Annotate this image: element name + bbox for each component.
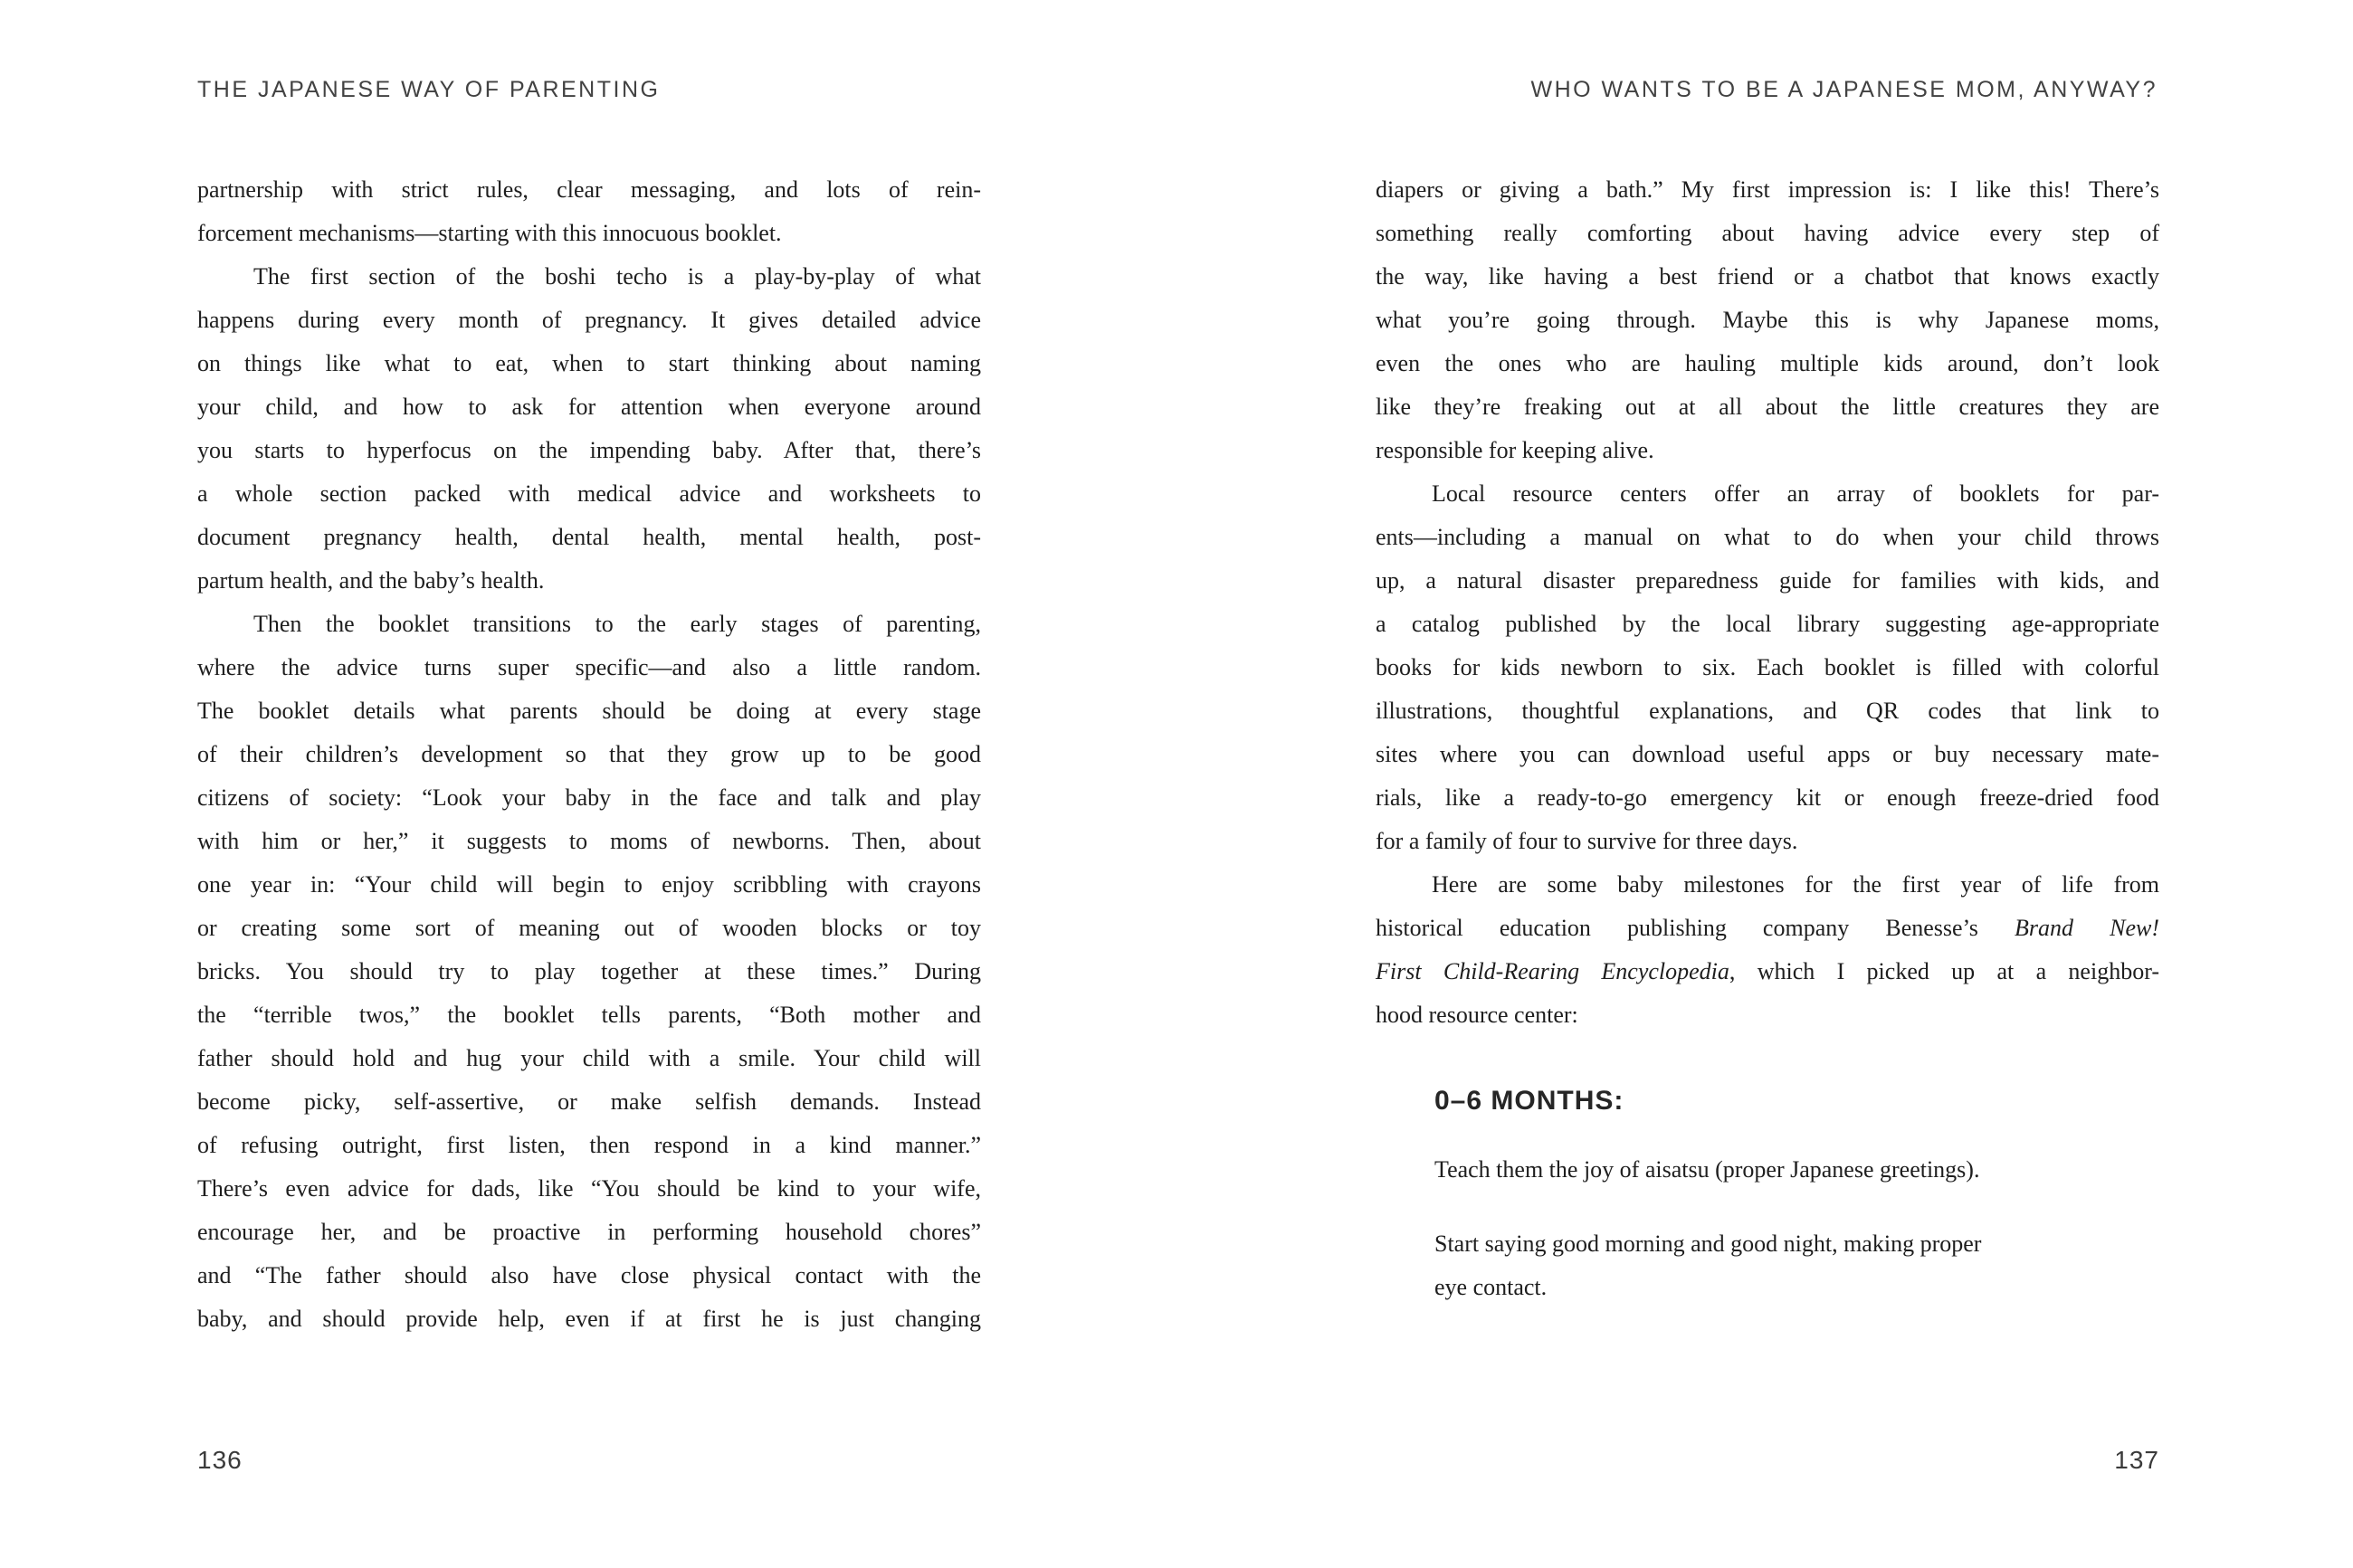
text-line: a whole section packed with medical advice and worksheets to [197, 480, 981, 507]
text-line: or creating some sort of meaning out of wooden blocks or toy [197, 915, 981, 941]
text-line: Then the booklet transitions to the early stages of parenting, [253, 611, 981, 637]
text-line: responsible for keeping alive. [1376, 437, 1654, 463]
milestone-heading: 0–6 MONTHS: [1434, 1086, 1624, 1116]
text-line: the way, like having a best friend or a chatbot that knows exactly [1376, 263, 2159, 290]
text-line: up, a natural disaster preparedness guide for families with kids, and [1376, 567, 2159, 594]
text-line: Here are some baby milestones for the first year of life from [1432, 871, 2159, 898]
text-line: on things like what to eat, when to start thinking about naming [197, 350, 981, 376]
text-line: There’s even advice for dads, like “You should be kind to your wife, [197, 1175, 981, 1202]
text-line: The first section of the boshi techo is a play-by-play of what [253, 263, 981, 290]
text-line: ents—including a manual on what to do when your child throws [1376, 524, 2159, 550]
milestones-section [1434, 1085, 2158, 1309]
text-line: forcement mechanisms—starting with this innocuous booklet. [197, 220, 782, 246]
text-line: happens during every month of pregnancy. It gives detailed advice [197, 307, 981, 333]
milestone-item [1434, 1222, 2158, 1309]
milestone-item [1434, 1148, 2158, 1192]
text-line: historical education publishing company Benesse’s Brand New! [1376, 915, 2159, 941]
text-line: partum health, and the baby’s health. [197, 567, 545, 594]
text-line: document pregnancy health, dental health, mental health, post- [197, 524, 981, 550]
text-line: with him or her,” it suggests to moms of newborns. Then, about [197, 828, 981, 854]
text-line: father should hold and hug your child with a smile. Your child will [197, 1045, 981, 1071]
text-line: like they’re freaking out at all about the little creatures they are [1376, 394, 2159, 420]
text-line: something really comforting about having advice every step of [1376, 220, 2159, 246]
text-line: one year in: “Your child will begin to enjoy scribbling with crayons [197, 871, 981, 898]
text-line: rials, like a ready-to-go emergency kit or enough freeze-dried food [1376, 784, 2159, 811]
text-line: baby, and should provide help, even if at first he is just changing [197, 1306, 981, 1332]
running-header-right: WHO WANTS TO BE A JAPANESE MOM, ANYWAY? [1530, 77, 2158, 102]
text-line: of refusing outright, first listen, then respond in a kind manner.” [197, 1132, 981, 1158]
text-line: your child, and how to ask for attention when everyone around [197, 394, 981, 420]
text-line: citizens of society: “Look your baby in the face and talk and play [197, 784, 981, 811]
text-line: First Child-Rearing Encyclopedia, which I picked up at a neighbor- [1376, 958, 2159, 984]
text-line: a catalog published by the local library suggesting age-appropriate [1376, 611, 2159, 637]
text-line: The booklet details what parents should be doing at every stage [197, 698, 981, 724]
text-line: and “The father should also have close physical contact with the [197, 1262, 981, 1288]
page-body-right [1376, 168, 2159, 1037]
text-line: books for kids newborn to six. Each booklet is filled with colorful [1376, 654, 2159, 680]
page-number-left: 136 [197, 1446, 243, 1474]
text-line: sites where you can download useful apps or buy necessary mate- [1376, 741, 2159, 767]
page-right [1176, 0, 2353, 1568]
page-number-right: 137 [2114, 1446, 2159, 1474]
text-line: you starts to hyperfocus on the impending baby. After that, there’s [197, 437, 981, 463]
page-left [0, 0, 1176, 1568]
text-line: encourage her, and be proactive in performing household chores” [197, 1219, 981, 1245]
text-line: diapers or giving a bath.” My first impression is: I like this! There’s [1376, 176, 2159, 203]
text-line: for a family of four to survive for three days. [1376, 828, 1798, 854]
text-line: bricks. You should try to play together at these times.” During [197, 958, 981, 984]
text-line: Local resource centers offer an array of booklets for par- [1432, 480, 2159, 507]
text-line: partnership with strict rules, clear messaging, and lots of rein- [197, 176, 981, 203]
text-line: become picky, self-assertive, or make selfish demands. Instead [197, 1088, 981, 1115]
text-line: Start saying good morning and good night, making proper [1434, 1231, 1982, 1257]
text-line: of their children’s development so that they grow up to be good [197, 741, 981, 767]
text-line: what you’re going through. Maybe this is why Japanese moms, [1376, 307, 2159, 333]
page-body-left [197, 168, 981, 1341]
milestone-list [1434, 1148, 2158, 1309]
text-line: hood resource center: [1376, 1002, 1578, 1028]
text-line: Teach them the joy of aisatsu (proper Japanese greetings). [1434, 1156, 1980, 1183]
text-line: the “terrible twos,” the booklet tells parents, “Both mother and [197, 1002, 981, 1028]
text-line: illustrations, thoughtful explanations, and QR codes that link to [1376, 698, 2159, 724]
running-header-left: THE JAPANESE WAY OF PARENTING [197, 77, 661, 102]
text-line: eye contact. [1434, 1274, 1548, 1300]
text-line: where the advice turns super specific—and also a little random. [197, 654, 981, 680]
text-line: even the ones who are hauling multiple kids around, don’t look [1376, 350, 2159, 376]
